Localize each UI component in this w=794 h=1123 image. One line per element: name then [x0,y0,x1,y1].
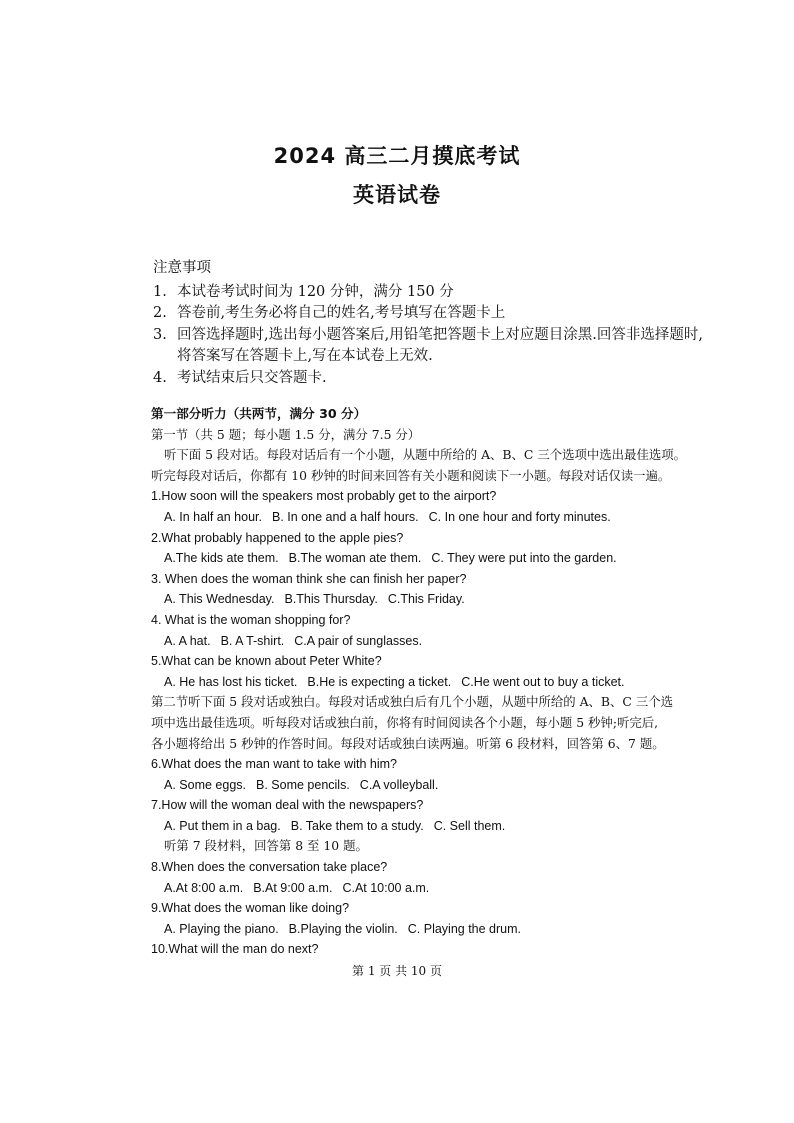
notes-block [153,258,713,389]
section1-heading: 第一节（共 5 题；每小题 1.5 分，满分 7.5 分） [151,426,421,442]
notes-item-number: 4. [153,369,167,386]
notes-list [153,282,713,390]
question-text: 2.What probably happened to the apple pies? [151,530,404,545]
option-b: B.Playing the violin. [288,921,398,936]
option-a: A. This Wednesday. [164,592,275,607]
option-c: C.He went out to buy a ticket. [461,674,625,689]
section2-instruction: 各小题将给出 5 秒钟的作答时间。每段对话或独白读两遍。听第 6 段材料，回答第 6、7 题。 [151,735,665,751]
option-c: C. They were put into the garden. [431,551,617,566]
exam-title: 2024 高三二月摸底考试 [273,144,521,168]
option-c: C.This Friday. [387,592,465,607]
notes-item-number: 2. [153,305,167,321]
option-a: A. Some eggs. [164,777,246,792]
option-b: B. Some pencils. [256,777,350,792]
section2-instruction: 第二节听下面 5 段对话或独白。每段对话或独白后有几个小题，从题中所给的 A、B、C 三个选 [151,694,674,710]
question-options [151,631,711,652]
option-c: C. Playing the drum. [407,921,522,936]
option-c: C.A pair of sunglasses. [294,633,423,648]
notes-item-text: 本试卷考试时间为 120 分钟，满分 150 分 [177,283,454,300]
option-a: A. Playing the piano. [164,921,279,936]
question-text: 7.How will the woman deal with the newspapers? [151,798,424,813]
question-text: 10.What will the man do next? [151,942,319,957]
question-options [151,919,711,940]
option-a: A. A hat. [164,633,211,648]
notes-heading: 注意事项 [153,260,211,276]
notes-item-text: 回答选择题时,选出每小题答案后,用铅笔把答题卡上对应题目涂黑.回答非选择题时,将答案写在答题卡上,写在本试卷上无效. [177,326,703,364]
option-b: B.This Thursday. [284,592,378,607]
option-c: C.A volleyball. [359,777,439,792]
section1-instruction: 听完每段对话后，你都有 10 秒钟的时间来回答有关小题和阅读下一小题。每段对话仅读一遍。 [151,467,671,483]
option-a: A. Put them in a bag. [164,818,281,833]
notes-item-text: 考试结束后只交答题卡. [177,369,327,386]
option-a: A.At 8:00 a.m. [164,880,244,895]
notes-item [153,325,713,368]
question-options [151,589,711,610]
section1-instruction: 听下面 5 段对话。每段对话后有一个小题，从题中所给的 A、B、C 三个选项中选出最佳选项。 [164,447,687,463]
question-options [151,775,711,796]
question-options [151,507,711,528]
question-text: 9.What does the woman like doing? [151,901,350,916]
question-options [151,816,711,837]
option-a: A. In half an hour. [164,509,262,524]
option-c: C. Sell them. [433,818,506,833]
option-b: B. Take them to a study. [290,818,424,833]
notes-item [153,368,713,390]
question-text: 5.What can be known about Peter White? [151,654,382,669]
question-text: 4. What is the woman shopping for? [151,612,351,627]
notes-item [153,303,713,325]
notes-item-number: 3. [153,326,167,343]
question-options [151,672,711,693]
option-b: B.He is expecting a ticket. [307,674,452,689]
notes-item-number: 1. [153,283,167,300]
option-a: A. He has lost his ticket. [164,674,298,689]
page-footer: 第 1 页 共 10 页 [352,964,442,978]
option-b: B.The woman ate them. [288,551,422,566]
question-text: 1.How soon will the speakers most probably get to the airport? [151,489,497,504]
notes-item [153,282,713,304]
question-options [151,878,711,899]
material-instruction: 听第 7 段材料，回答第 8 至 10 题。 [164,838,368,854]
section2-instruction: 项中选出最佳选项。听每段对话或独白前，你将有时间阅读各个小题，每小题 5 秒钟;听完后, [151,714,659,730]
question-text: 3. When does the woman think she can finish her paper? [151,571,467,586]
option-c: C.At 10:00 a.m. [342,880,430,895]
part1-heading: 第一部分听力（共两节，满分 30 分） [151,406,367,421]
exam-subtitle: 英语试卷 [353,183,441,207]
listening-section [151,404,711,960]
option-b: B.At 9:00 a.m. [253,880,333,895]
notes-item-text: 答卷前,考生务必将自己的姓名,考号填写在答题卡上 [177,305,506,321]
option-b: B. In one and a half hours. [272,509,419,524]
question-text: 6.What does the man want to take with him? [151,757,397,772]
question-options [151,548,711,569]
option-c: C. In one hour and forty minutes. [428,509,611,524]
question-text: 8.When does the conversation take place? [151,860,388,875]
option-a: A.The kids ate them. [164,551,279,566]
option-b: B. A T-shirt. [220,633,285,648]
